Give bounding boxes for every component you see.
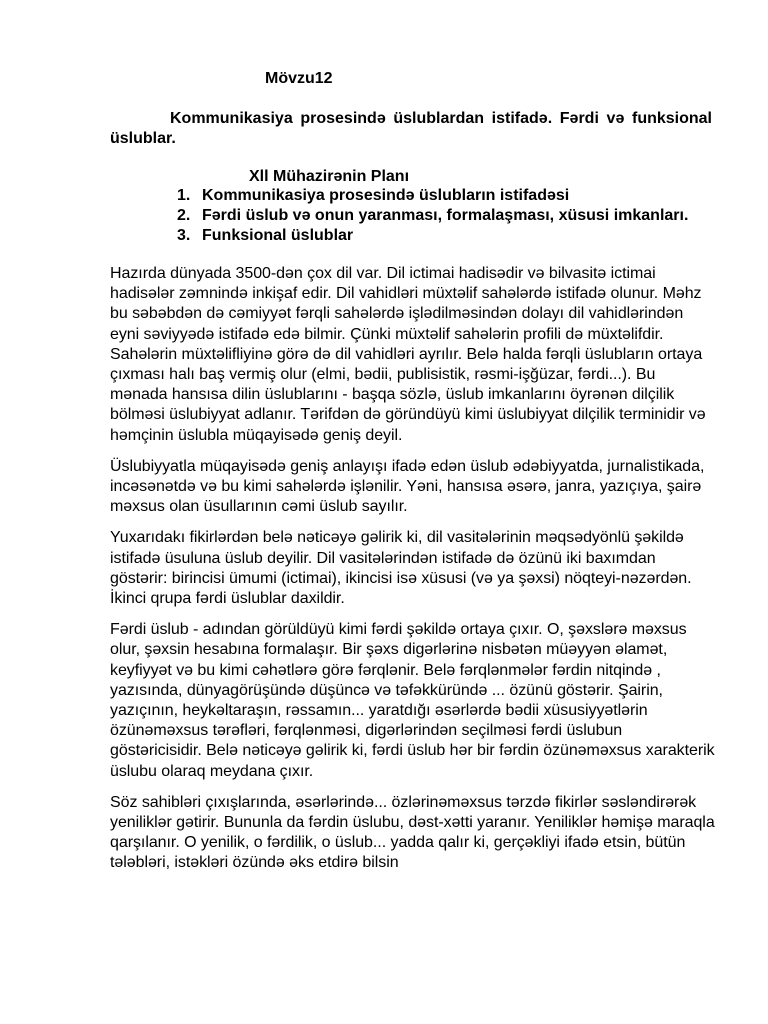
body-text — [110, 264, 716, 885]
paragraph: Üslubiyyatla müqayisədə geniş anlayışı ifadə edən üslub ədəbiyyatda, jurnalistikada, incəsənətdə və bu kimi sahələrdə işlənilir. Yəni, hansısa əsərə, janra, yazıçıya, şairə məxsus olan üsullarının cəmi üslub sayılır. — [110, 457, 705, 516]
paragraph: Yuxarıdakı fikirlərdən belə nəticəyə gəlirik ki, dil vasitələrinin məqsədyönlü şəkildə istifadə üsuluna üslub deyilir. Dil vasitələrindən istifadə də özünü iki baxımdan göstərir: birincisi ümumi (ictimai), ikincisi isə xüsusi (və ya şəxsi) nöqteyi-nəzərdən. İkinci qrupa fərdi üslublar daxildir. — [110, 529, 692, 608]
plan-item-text: Fərdi üslub və onun yaranması, formalaşması, xüsusi imkanları. — [202, 207, 689, 224]
plan-item — [177, 226, 712, 246]
plan-item-text: Kommunikasiya prosesində üslubların istifadəsi — [202, 187, 570, 204]
plan-item-number: 1. — [177, 187, 191, 204]
paragraph: Hazırda dünyada 3500-dən çox dil var. Dil ictimai hadisədir və bilvasitə ictimai hadisələr zəmnində inkişaf edir. Dil vahidləri müxtəlif sahələrdə istifadə olunur. Məhz bu səbəbdən də cəmiyyət fərqli sahələrdə işlədilməsindən dolayı dil vahidlərindən eyni səviyyədə istifadə edə bilmir. Çünki müxtəlif sahələrin profili də müxtəlifdir. Sahələrin müxtəlifliyinə görə də dil vahidləri ayrılır. Belə halda fərqli üslubların ortaya çıxması halı baş vermiş olur (elmi, bədii, publisistik, rəsmi-işğüzar, fərdi...). Bu mənada hansısa dilin üslublarını - başqa sözlə, üslub imkanlarını öyrənən dilçilik bölməsi üslubiyyat adlanır. Tərifdən də göründüyü kimi üslubiyyat dilçilik terminidir və həmçinin üslubla müqayisədə geniş deyil. — [110, 265, 706, 444]
topic-heading: Mövzu12 — [265, 70, 333, 87]
lecture-title: Kommunikasiya prosesində üslublardan istifadə. Fərdi və funksional üslublar. — [110, 110, 712, 147]
paragraph: Söz sahibləri çıxışlarında, əsərlərində... özlərinəməxsus tərzdə fikirlər səsləndirərək yeniliklər gətirir. Bununla da fərdin üslubu, dəst-xətti yaranır. Yeniliklər həmişə maraqla qarşılanır. O yenilik, o fərdilik, o üslub... yadda qalır ki, gerçəkliyi ifadə etsin, bütün tələbləri, istəkləri özündə əks etdirə bilsin — [110, 793, 715, 872]
plan-item-text: Funksional üslublar — [202, 227, 354, 244]
plan-item — [177, 186, 712, 206]
paragraph: Fərdi üslub - adından görüldüyü kimi fərdi şəkildə ortaya çıxır. O, şəxslərə məxsus olur, şəxsin hesabına formalaşır. Bir şəxs digərlərinə nisbətən müəyyən əlamət, keyfiyyət və bu kimi cəhətlərə görə fərqlənir. Belə fərqlənmələr fərdin nitqində , yazısında, dünyagörüşündə düşüncə və təfəkküründə ... özünü göstərir. Şairin, yazıçının, heykəltaraşın, rəssamın... yaratdığı əsərlərdə bədii xüsusiyyətlərin özünəməxsus tərəfləri, fərqlənməsi, digərlərindən seçilməsi fərdi üslubun göstəricisidir. Belə nəticəyə gəlirik ki, fərdi üslub hər bir fərdin özünəməxsus xarakterik üslubu olaraq meydana çıxır. — [110, 621, 715, 780]
plan-heading: Xll Mühazirənin Planı — [249, 168, 410, 185]
plan-item-number: 3. — [177, 227, 191, 244]
plan-item — [177, 206, 712, 226]
plan-list — [177, 186, 712, 246]
plan-item-number: 2. — [177, 207, 191, 224]
